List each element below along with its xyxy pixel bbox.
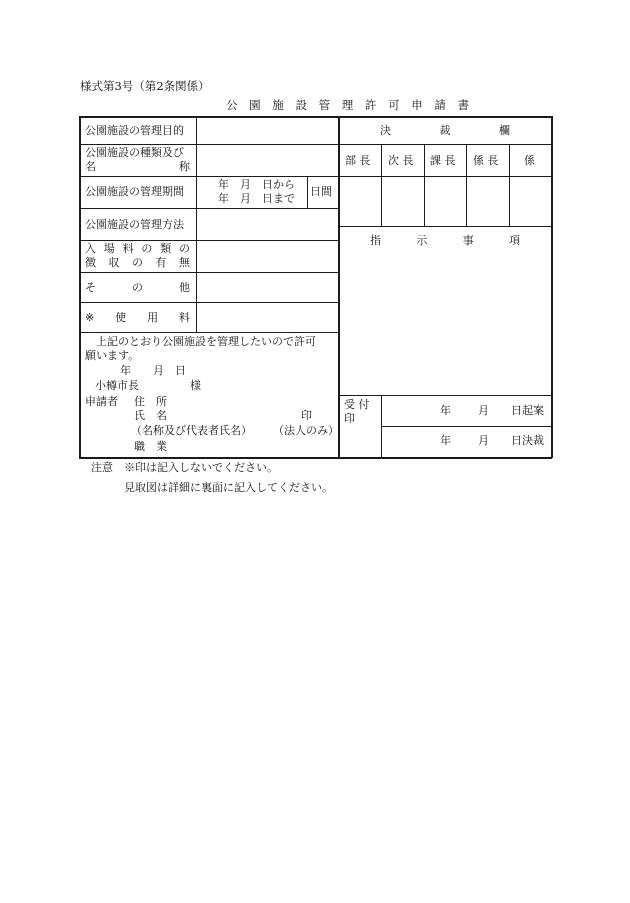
other-char-3: 他	[179, 281, 190, 294]
fee-char-9: の	[132, 256, 143, 269]
name-label: 氏 名	[134, 409, 167, 422]
label-management-period: 公園施設の管理期間	[85, 185, 184, 198]
received-stamp-line2: 印	[344, 412, 355, 425]
usage-char-4: 料	[178, 311, 190, 324]
decided-year: 年	[440, 434, 451, 447]
label-facility-type-line2	[85, 160, 190, 174]
label-facility-type-line1: 公園施設の種類及び	[85, 146, 184, 159]
fee-char-11: 無	[179, 256, 190, 269]
fee-char-10: 有	[155, 256, 167, 269]
label-facility-type-name: 名	[85, 160, 96, 173]
date-day: 日	[175, 364, 186, 377]
usage-char-3: 用	[147, 311, 159, 324]
notes-line2: 見取図は詳細に裏面に記入してください。	[124, 481, 333, 494]
decision-char-1: 決	[380, 124, 391, 137]
fee-char-7: 徴	[85, 256, 96, 269]
fee-char-5: 類	[160, 242, 172, 255]
label-usage-fee	[85, 311, 190, 325]
instructions-char-1: 指	[370, 234, 381, 247]
label-fee-line2	[85, 256, 190, 270]
decision-char-2: 裁	[439, 124, 451, 137]
period-from: 年 月 日から	[218, 178, 295, 191]
draft-year: 年	[440, 404, 451, 417]
label-management-purpose: 公園施設の管理目的	[85, 124, 184, 137]
label-fee-line1	[85, 242, 190, 256]
received-stamp-line1: 受 付	[344, 398, 370, 411]
fee-char-1: 入	[85, 242, 96, 255]
other-char-1: そ	[85, 281, 96, 294]
fee-char-2: 場	[103, 242, 115, 255]
usage-char-1: ※	[85, 311, 95, 324]
draft-month: 月	[478, 404, 489, 417]
label-management-method: 公園施設の管理方法	[85, 218, 184, 231]
fee-char-8: 収	[108, 256, 120, 269]
declaration-text-line2: 願います。	[85, 349, 140, 362]
decided-month: 月	[478, 434, 489, 447]
notes-label: 注意	[91, 461, 113, 474]
fee-char-6: の	[178, 242, 190, 255]
role-subsection-head: 係 長	[473, 154, 499, 167]
decision-header	[380, 124, 510, 138]
decision-char-3: 欄	[499, 124, 510, 137]
fee-char-4: の	[141, 242, 153, 255]
role-department-head: 部 長	[345, 154, 371, 167]
decided-day: 日決裁	[511, 434, 544, 447]
role-deputy-head: 次 長	[388, 154, 414, 167]
declaration-text-line1: 上記のとおり公園施設を管理したいので許可	[96, 335, 316, 348]
form-id: 様式第3号（第2条関係）	[80, 79, 210, 93]
label-other	[85, 281, 190, 295]
representative-name-label: （名称及び代表者氏名）	[131, 424, 252, 437]
address-label: 住 所	[134, 395, 167, 408]
occupation-label: 職 業	[134, 440, 167, 453]
role-staff: 係	[524, 154, 535, 167]
seal-label: 印	[301, 409, 312, 422]
instructions-char-4: 項	[508, 234, 520, 247]
mayor-label: 小樽市長	[95, 379, 139, 392]
applicant-label: 申請者	[85, 395, 118, 408]
period-days: 日間	[310, 185, 332, 198]
notes-line1: ※印は記入しないでください。	[124, 461, 278, 474]
fee-char-3: 料	[122, 242, 134, 255]
instructions-char-3: 事	[462, 234, 474, 247]
instructions-header	[370, 234, 520, 248]
role-section-head: 課 長	[430, 154, 456, 167]
draft-day: 日起案	[511, 404, 544, 417]
other-char-2: の	[132, 281, 143, 294]
period-to: 年 月 日まで	[218, 192, 295, 205]
date-month: 月	[153, 364, 164, 377]
label-facility-type-call: 称	[179, 160, 190, 173]
page-title: 公 園 施 設 管 理 許 可 申 請 書	[226, 98, 474, 112]
usage-char-2: 使	[115, 311, 127, 324]
instructions-char-2: 示	[416, 234, 428, 247]
corporate-only-label: （法人のみ）	[273, 424, 339, 437]
honorific: 様	[190, 379, 201, 392]
date-year: 年	[120, 364, 131, 377]
